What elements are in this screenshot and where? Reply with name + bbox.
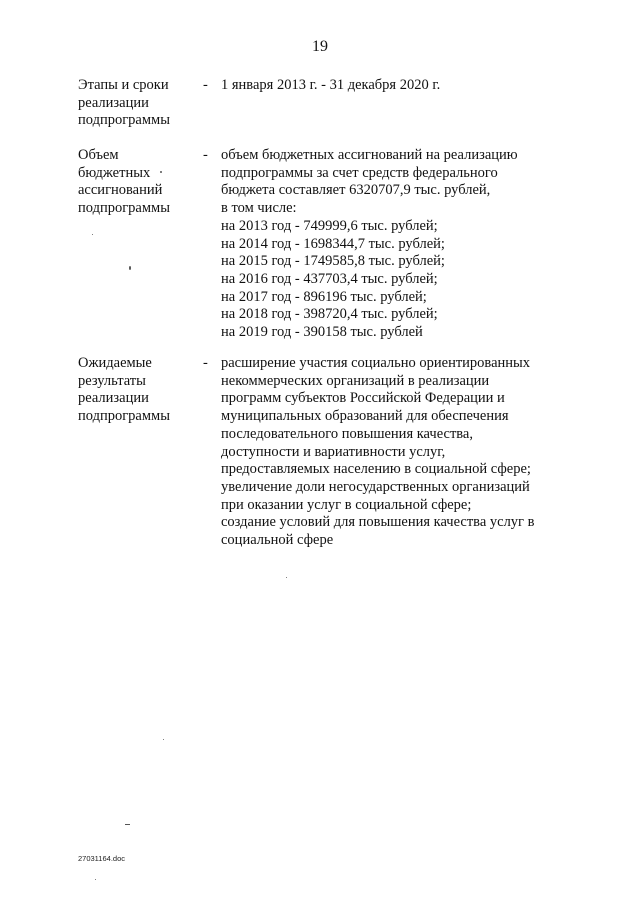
row-value-line: объем бюджетных ассигнований на реализацию [221,147,518,163]
scan-speck [92,234,93,235]
row-label-line: ассигнований [78,182,163,199]
scan-speck [125,824,130,825]
row-value-line: доступности и вариативности услуг, [221,443,446,460]
row-label-line: подпрограммы [78,200,170,217]
budget-year-line: на 2014 год - 1698344,7 тыс. рублей; [221,235,445,252]
row-value-line: при оказании услуг в социальной сфере; [221,496,472,513]
row-value-line: 1 января 2013 г. - 31 декабря 2020 г. [221,77,441,93]
row-value-line: последовательного повышения качества, [221,425,473,442]
row-label [78,77,196,130]
row-value-line: муниципальных образований для обеспечения [221,408,509,425]
row-value-line: подпрограммы за счет средств федерального [221,164,498,181]
row-label-line: подпрограммы [78,408,170,425]
scan-speck [286,577,287,578]
row-label-line: реализации [78,390,149,407]
row-label [78,355,196,426]
budget-year-line: на 2017 год - 896196 тыс. рублей; [221,288,427,305]
scan-speck [163,739,164,740]
footer-doc-name: 27031164.doc [78,854,125,863]
row-value-line: расширение участия социально ориентированных [221,355,531,371]
budget-year-line: на 2013 год - 749999,6 тыс. рублей; [221,217,438,234]
page-number: 19 [312,38,328,55]
row-label-line: результаты [78,372,146,389]
row-label [78,147,196,218]
scan-speck [160,171,162,173]
row-label-line: Объем [78,147,119,163]
row-value-line: увеличение доли негосударственных организаций [221,478,530,495]
row-value [221,77,571,95]
scan-speck [129,266,131,270]
row-value-line: некоммерческих организаций в реализации [221,372,490,389]
scan-speck [95,879,96,880]
row-dash: - [203,147,208,163]
budget-year-line: на 2018 год - 398720,4 тыс. рублей; [221,306,438,323]
row-value [221,355,571,550]
budget-year-line: на 2015 год - 1749585,8 тыс. рублей; [221,253,445,270]
row-value-line: бюджета составляет 6320707,9 тыс. рублей, [221,182,491,199]
row-label-line: Этапы и сроки [78,77,169,93]
row-value-line: программ субъектов Российской Федерации и [221,390,505,407]
budget-year-line: на 2019 год - 390158 тыс. рублей [221,324,423,341]
row-value-line: в том числе: [221,200,297,217]
row-dash: - [203,77,208,93]
row-label-line: подпрограммы [78,112,170,129]
row-value [221,147,571,342]
row-label-line: реализации [78,94,149,111]
budget-year-line: на 2016 год - 437703,4 тыс. рублей; [221,270,438,287]
row-value-line: социальной сфере [221,532,334,549]
row-label-line: Ожидаемые [78,355,152,371]
row-label-line: бюджетных [78,164,151,181]
row-dash: - [203,355,208,371]
row-value-line: создание условий для повышения качества услуг в [221,514,535,531]
row-value-line: предоставляемых населению в социальной сфере; [221,461,531,478]
